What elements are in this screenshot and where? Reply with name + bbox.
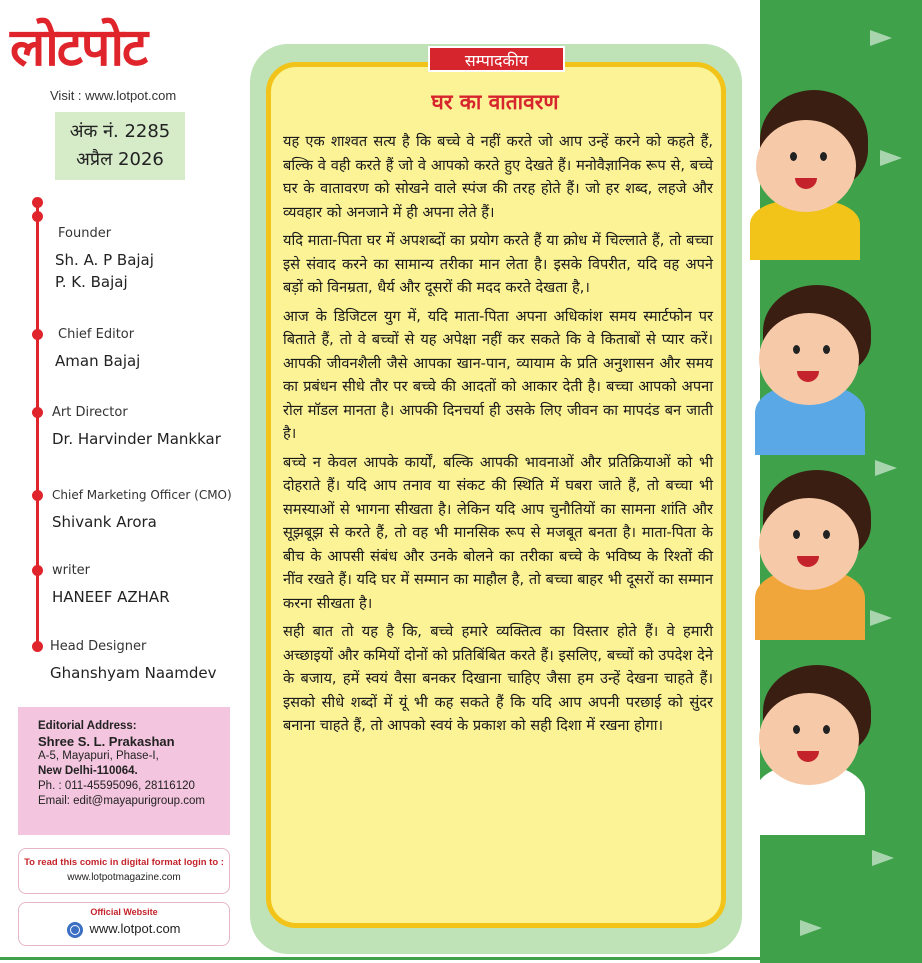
address-line: A-5, Mayapuri, Phase-I, — [38, 750, 159, 762]
editorial-paragraph: सही बात तो यह है कि, बच्चे हमारे व्यक्तित्व का विस्तार होते हैं। वे हमारी अच्छाइयों और कमियों दोनों को प्रतिबिंबित करते हैं। इसलिए, बच्चों को उपदेश देने के बजाय, हमें स्वयं वैसा बनकर दिखाना चाहिए जैसा हम उन्हें देखना चाहते हैं। इसको सीधे शब्दों में यूं भी कह सकते हैं कि यदि आप अपनी परछाई को सुंदर बनाना चाहते हैं, तो आपको स्वयं के प्रकाश को सही दिशा में रखना होगा। — [283, 623, 713, 734]
address-email: Email: edit@mayapurigroup.com — [38, 795, 205, 807]
credit-name: Aman Bajaj — [55, 352, 141, 370]
paper-plane-icon — [870, 30, 892, 46]
editorial-paragraph: बच्चे न केवल आपके कार्यों, बल्कि आपकी भावनाओं और प्रतिक्रियाओं को भी दोहराते हैं। यदि आप तनाव या संकट की स्थिति में घबरा जाते हैं, तो बच्चा भी समस्याओं से भागना सीखता है। लेकिन यदि आप चुनौतियों का सामना शांति और सूझबूझ से करते हैं, तो वह भी मानसिक रूप से मजबूत बनता है। माता-पिता के बीच के आपसी संबंध और उनके बोलने का तरीका बच्चे के भविष्य के रिश्तों की नींव रखते हैं। यदि घर में सम्मान का माहौल है, तो बच्चा बाहर भी दूसरों का सम्मान करना सीखता है। — [283, 453, 713, 612]
credit-role: Head Designer — [50, 639, 147, 654]
visit-url: Visit : www.lotpot.com — [50, 88, 177, 103]
address-heading: Editorial Address: — [38, 720, 137, 732]
address-line: New Delhi-110064. — [38, 765, 138, 777]
credit-name: Sh. A. P Bajaj — [55, 251, 154, 269]
timeline-dot — [32, 490, 43, 501]
credit-role: Art Director — [52, 405, 128, 420]
paper-plane-icon — [872, 850, 894, 866]
credit-name: Shivank Arora — [52, 513, 157, 531]
paper-plane-icon — [880, 150, 902, 166]
timeline-dot — [32, 407, 43, 418]
timeline-dot — [32, 641, 43, 652]
editorial-body — [283, 130, 713, 743]
website-url: www.lotpot.com — [89, 921, 181, 936]
kid-illustration — [755, 285, 885, 455]
timeline-dot — [32, 565, 43, 576]
editorial-paragraph: आज के डिजिटल युग में, यदि माता-पिता अपना अधिकांश समय स्मार्टफोन पर बिताते हैं, तो वे बच्चों से यह अपेक्षा नहीं कर सकते कि वे किताबों से प्यार करें। आपकी जीवनशैली जैसे आपका खान-पान, व्यायाम के प्रति अनुशासन और समय का प्रबंधन सीधे तौर पर बच्चे की आदतों को आकार देती है। बच्चा आपको अपना रोल मॉडल मानता है। आपकी दिनचर्या ही उसके लिए जीवन का मापदंड बन जाती है। — [283, 307, 713, 442]
editorial-paragraph: यह एक शाश्वत सत्य है कि बच्चे वे नहीं करते जो आप उन्हें करने को कहते हैं, बल्कि वे वही करते हैं जो वे आपको करते हुए देखते हैं। मनोवैज्ञानिक रूप से, बच्चे घर के वातावरण को सोखने वाले स्पंज की तरह होते हैं। जो हर शब्द, लहजे और व्यवहार को अनजाने में ही अपना लेते हैं। — [283, 133, 713, 221]
address-company: Shree S. L. Prakashan — [38, 734, 175, 749]
credit-name: HANEEF AZHAR — [52, 588, 170, 606]
credit-role: Founder — [58, 226, 112, 241]
credit-name: P. K. Bajaj — [55, 273, 128, 291]
credits-timeline — [36, 200, 39, 650]
credit-name: Dr. Harvinder Mankkar — [52, 430, 221, 448]
credit-role: Chief Marketing Officer (CMO) — [52, 488, 232, 502]
credit-role: Chief Editor — [58, 327, 135, 342]
address-phone: Ph. : 011-45595096, 28116120 — [38, 780, 195, 792]
timeline-dot — [32, 329, 43, 340]
editorial-tag: सम्पादकीय — [428, 46, 565, 72]
official-website-box — [18, 902, 230, 946]
decorative-grass-panel — [760, 0, 922, 963]
kid-illustration — [755, 665, 885, 835]
lotpot-logo: लोटपोट — [10, 18, 147, 78]
bottom-divider — [0, 957, 760, 960]
digital-label: To read this comic in digital format login to : — [24, 857, 224, 868]
credit-name: Ghanshyam Naamdev — [50, 664, 217, 682]
globe-icon — [67, 922, 83, 938]
issue-date: अप्रैल 2026 — [76, 149, 164, 170]
editorial-paragraph: यदि माता-पिता घर में अपशब्दों का प्रयोग करते हैं या क्रोध में चिल्लाते हैं, तो बच्चा इसे संवाद करने का सामान्य तरीका मान लेता है। इसके विपरीत, यदि वह अपने बड़ों को विनम्रता, धैर्य और दूसरों की मदद करते देखता है,। — [283, 232, 713, 296]
issue-number: अंक नं. 2285 — [69, 121, 171, 142]
credit-role: writer — [52, 563, 91, 578]
digital-url-link[interactable]: www.lotpotmagazine.com — [67, 872, 181, 883]
paper-plane-icon — [800, 920, 822, 936]
kid-illustration — [750, 90, 880, 260]
timeline-dot — [32, 211, 43, 222]
digital-format-box — [18, 848, 230, 894]
issue-box — [55, 112, 185, 180]
editorial-address — [18, 707, 230, 835]
timeline-dot — [32, 197, 43, 208]
editorial-title: घर का वातावरण — [431, 90, 559, 114]
website-label: Official Website — [90, 907, 158, 917]
kid-illustration — [755, 470, 885, 640]
website-link[interactable] — [19, 921, 229, 938]
